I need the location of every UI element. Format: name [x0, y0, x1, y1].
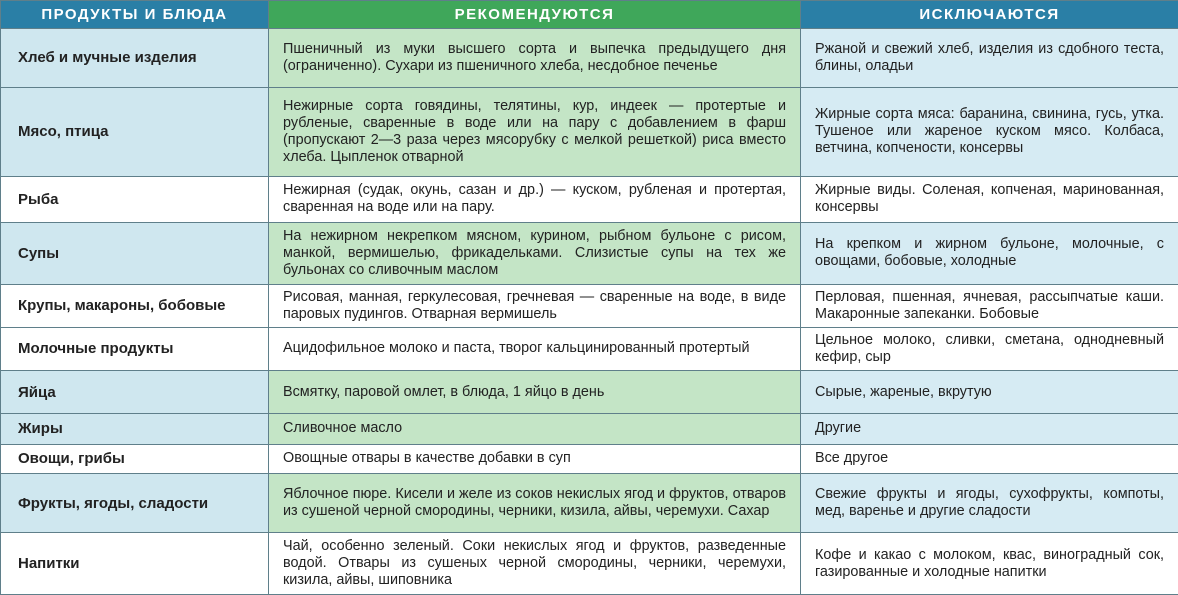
row-excluded: Цельное молоко, сливки, сметана, однодневный кефир, сыр	[801, 327, 1178, 370]
table-row	[1, 29, 1178, 88]
row-recommended: Нежирная (судак, окунь, сазан и др.) — куском, рубленая и протертая, сваренная на воде или на пару.	[269, 177, 801, 222]
row-excluded: Ржаной и свежий хлеб, изделия из сдобного теста, блины, оладьи	[801, 29, 1178, 88]
table-row	[1, 533, 1178, 595]
table-row	[1, 414, 1178, 444]
row-excluded: На крепком и жирном бульоне, молочные, с овощами, бобовые, холодные	[801, 222, 1178, 285]
row-excluded: Кофе и какао с молоком, квас, виноградный сок, газированные и холодные напитки	[801, 533, 1178, 595]
row-excluded: Свежие фрукты и ягоды, сухофрукты, компоты, мед, варенье и другие сладости	[801, 473, 1178, 533]
row-excluded: Жирные сорта мяса: баранина, свинина, гусь, утка. Тушеное или жареное куском мясо. Колбаса, ветчина, копчености, консервы	[801, 87, 1178, 177]
table-row	[1, 473, 1178, 533]
row-excluded: Другие	[801, 414, 1178, 444]
table-row	[1, 87, 1178, 177]
row-excluded: Жирные виды. Соленая, копченая, маринованная, консервы	[801, 177, 1178, 222]
row-category: Яйца	[1, 370, 269, 413]
row-recommended: Пшеничный из муки высшего сорта и выпечка предыдущего дня (ограниченно). Сухари из пшеничного хлеба, несдобное печенье	[269, 29, 801, 88]
header-row	[1, 1, 1178, 29]
table-row	[1, 177, 1178, 222]
row-category: Супы	[1, 222, 269, 285]
table-row	[1, 285, 1178, 327]
row-category: Фрукты, ягоды, сладости	[1, 473, 269, 533]
table-row	[1, 222, 1178, 285]
row-category: Рыба	[1, 177, 269, 222]
header-recommended: РЕКОМЕНДУЮТСЯ	[269, 1, 801, 29]
row-recommended: Овощные отвары в качестве добавки в суп	[269, 444, 801, 473]
row-category: Хлеб и мучные изделия	[1, 29, 269, 88]
row-recommended: Нежирные сорта говядины, телятины, кур, индеек — протертые и рубленые, сваренные в воде или на пару с добавлением в фарш (пропускают 2—3 раза через мясорубку с мелкой решеткой) риса вместо хлеба. Цыпленок отварной	[269, 87, 801, 177]
row-recommended: Рисовая, манная, геркулесовая, гречневая — сваренные на воде, в виде паровых пудингов. Отварная вермишель	[269, 285, 801, 327]
row-category: Жиры	[1, 414, 269, 444]
row-excluded: Перловая, пшенная, ячневая, рассыпчатые каши. Макаронные запеканки. Бобовые	[801, 285, 1178, 327]
row-category: Крупы, макароны, бобовые	[1, 285, 269, 327]
row-category: Молочные продукты	[1, 327, 269, 370]
row-recommended: Яблочное пюре. Кисели и желе из соков некислых ягод и фруктов, отваров из сушеной черной смородины, черники, кизила, айвы, черемухи. Сахар	[269, 473, 801, 533]
row-excluded: Все другое	[801, 444, 1178, 473]
row-recommended: Чай, особенно зеленый. Соки некислых ягод и фруктов, разведенные водой. Отвары из сушеных черной смородины, черники, черемухи, кизила, айвы, шиповника	[269, 533, 801, 595]
row-recommended: Ацидофильное молоко и паста, творог кальцинированный протертый	[269, 327, 801, 370]
table-row	[1, 327, 1178, 370]
row-category: Мясо, птица	[1, 87, 269, 177]
row-recommended: На нежирном некрепком мясном, курином, рыбном бульоне с рисом, манкой, вермишелью, фрикадельками. Слизистые супы на тех же бульонах со сливочным маслом	[269, 222, 801, 285]
table-row	[1, 370, 1178, 413]
row-category: Овощи, грибы	[1, 444, 269, 473]
row-excluded: Сырые, жареные, вкрутую	[801, 370, 1178, 413]
header-category: ПРОДУКТЫ И БЛЮДА	[1, 1, 269, 29]
row-recommended: Сливочное масло	[269, 414, 801, 444]
row-category: Напитки	[1, 533, 269, 595]
table-row	[1, 444, 1178, 473]
row-recommended: Всмятку, паровой омлет, в блюда, 1 яйцо в день	[269, 370, 801, 413]
header-excluded: ИСКЛЮЧАЮТСЯ	[801, 1, 1178, 29]
